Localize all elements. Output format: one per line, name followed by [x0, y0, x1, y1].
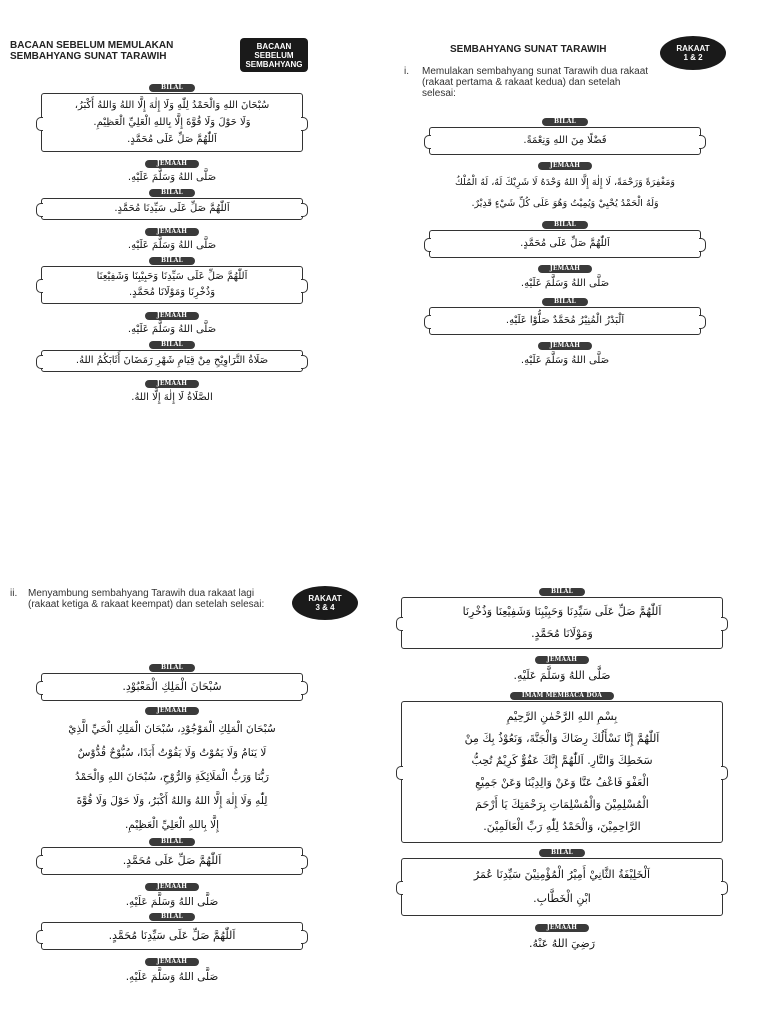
- instruction-number: i.: [404, 66, 409, 77]
- role-label-jemaah: JEMAAH: [145, 160, 199, 168]
- instruction-rakaat-3-4: [10, 588, 282, 632]
- role-label-jemaah: JEMAAH: [145, 312, 199, 320]
- text-frame-bilal: فَضْلًا مِنَ اللهِ وَنِعْمَةً.: [429, 127, 701, 155]
- role-label-jemaah: JEMAAH: [535, 924, 589, 932]
- role-label-bilal: BILAL: [542, 221, 588, 229]
- role-label-jemaah: JEMAAH: [145, 380, 199, 388]
- role-label-jemaah: JEMAAH: [538, 342, 592, 350]
- text-frame-bilal: اَللّٰهُمَّ صَلِّ عَلَى سَيِّدِنَا مُحَمَّدٍ.: [41, 922, 303, 950]
- role-label-bilal: BILAL: [149, 257, 195, 265]
- instruction-number: ii.: [10, 588, 18, 599]
- text-plain-jemaah: صَلَّى اللهُ وَسَلَّمَ عَلَيْهِ.: [520, 355, 610, 366]
- role-label-jemaah: JEMAAH: [538, 162, 592, 170]
- text-plain-jemaah: رَضِيَ اللهُ عَنْهُ.: [528, 937, 596, 950]
- role-label-jemaah: JEMAAH: [145, 958, 199, 966]
- text-frame-bilal: صَلَاةُ التَّرَاوِيْحِ مِنْ قِيَامِ شَهْرِ رَمَضَانَ أَثَابَكُمُ اللهُ.: [41, 350, 303, 372]
- role-label-jemaah: JEMAAH: [535, 656, 589, 664]
- column-closing-doa: [398, 588, 726, 954]
- page-title-pre-prayer: BACAAN SEBELUM MEMULAKAN SEMBAHYANG SUNAT TARAWIH: [10, 40, 174, 62]
- text-plain-jemaah: صَلَّى اللهُ وَسَلَّمَ عَلَيْهِ.: [125, 971, 219, 983]
- role-label-bilal: BILAL: [149, 913, 195, 921]
- role-label-bilal: BILAL: [539, 588, 585, 596]
- role-label-jemaah: JEMAAH: [538, 265, 592, 273]
- text-plain-jemaah: صَلَّى اللهُ وَسَلَّمَ عَلَيْهِ.: [125, 896, 219, 908]
- role-label-bilal: BILAL: [542, 298, 588, 306]
- role-label-bilal: BILAL: [149, 84, 195, 92]
- text-plain-jemaah: صَلَّى اللهُ وَسَلَّمَ عَلَيْهِ.: [127, 240, 217, 251]
- text-plain-jemaah: وَمَغْفِرَةً وَرَحْمَةً، لَا إِلٰهَ إِلَّا اللهُ وَحْدَهُ لَا شَرِيْكَ لَهُ، لَهُ الْمُلْكُ وَلَهُ الْحَمْدُ يُحْيِيْ وَيُمِيْتُ وَهُوَ عَلَى كُلِّ شَيْءٍ قَدِيْرٌ.: [455, 177, 675, 209]
- text-plain-jemaah: صَلَّى اللهُ وَسَلَّمَ عَلَيْهِ.: [520, 278, 610, 289]
- column-rakaat-3-4: [38, 664, 306, 986]
- role-label-jemaah: JEMAAH: [145, 228, 199, 236]
- text-frame-bilal: اَللّٰهُمَّ صَلِّ عَلَى سَيِّدِنَا وَحَبِيْبِنَا وَشَفِيْعِنَا وَذُخْرِنَا وَمَوْلَانَا مُحَمَّدٍ.: [401, 597, 723, 649]
- text-plain-jemaah: الصَّلَاةُ لَا إِلٰهَ إِلَّا اللهُ.: [131, 392, 213, 403]
- role-label-jemaah: JEMAAH: [145, 707, 199, 715]
- column-rakaat-1-2: [426, 118, 704, 370]
- badge-rakaat-1-2: RAKAAT 1 & 2: [660, 36, 726, 70]
- badge-rakaat-3-4: RAKAAT 3 & 4: [292, 586, 358, 620]
- text-frame-bilal: اَللّٰهُمَّ صَلِّ عَلَى مُحَمَّدٍ.: [429, 230, 701, 258]
- text-frame-bilal: اَللّٰهُمَّ صَلِّ عَلَى سَيِّدِنَا وَحَبِيْبِنَا وَشَفِيْعِنَا وَذُخْرِنَا وَمَوْلَانَا مُحَمَّدٍ.: [41, 266, 303, 304]
- text-frame-bilal: سُبْحَانَ الْمَلِكِ الْمَعْبُوْدِ.: [41, 673, 303, 701]
- role-label-imam-doa: IMAM MEMBACA DOA: [510, 692, 614, 700]
- page-title-rakaat-1-2: SEMBAHYANG SUNAT TARAWIH: [450, 44, 607, 55]
- text-frame-bilal: اَللّٰهُمَّ صَلِّ عَلَى مُحَمَّدٍ.: [41, 847, 303, 875]
- text-frame-bilal: اَللّٰهُمَّ صَلِّ عَلَى سَيِّدِنَا مُحَمَّدٍ.: [41, 198, 303, 220]
- text-plain-jemaah: سُبْحَانَ الْمَلِكِ الْمَوْجُوْدِ، سُبْحَانَ الْمَلِكِ الْحَيِّ الَّذِيْ لَا يَنَامُ وَلَا يَمُوْتُ وَلَا يَفُوْتُ أَبَدًا، سُبُّوْحٌ قُدُّوْسٌ رَبُّنَا وَرَبُّ الْمَلَائِكَةِ وَالرُّوْحِ، سُبْحَانَ اللهِ وَالْحَمْدُ لِلّٰهِ وَلَا إِلٰهَ إِلَّا اللهُ وَاللهُ أَكْبَرُ، وَلَا حَوْلَ وَلَا قُوَّةَ إِلَّا بِاللهِ الْعَلِيِّ الْعَظِيْمِ.: [68, 723, 276, 831]
- instruction-text: Memulakan sembahyang sunat Tarawih dua rakaat (rakaat pertama & rakaat kedua) dan setelah selesai:: [422, 66, 649, 99]
- role-label-bilal: BILAL: [542, 118, 588, 126]
- text-plain-jemaah: صَلَّى اللهُ وَسَلَّمَ عَلَيْهِ.: [127, 324, 217, 335]
- badge-pre-prayer: BACAAN SEBELUM SEMBAHYANG: [240, 38, 308, 72]
- instruction-rakaat-1-2: [404, 66, 654, 106]
- text-plain-jemaah: صَلَّى اللهُ وَسَلَّمَ عَلَيْهِ.: [513, 669, 611, 682]
- role-label-bilal: BILAL: [539, 849, 585, 857]
- text-frame-bilal: اَلْخَلِيْفَةُ الثَّانِيْ أَمِيْرُ الْمُؤْمِنِيْنَ سَيِّدِنَا عُمَرُ ابْنِ الْخَطَّابِ.: [401, 858, 723, 916]
- text-frame-bilal: اَلْبَدْرُ الْمُنِيْرُ مُحَمَّدٌ صَلُّوْا عَلَيْهِ.: [429, 307, 701, 335]
- instruction-text: Menyambung sembahyang Tarawih dua rakaat lagi (rakaat ketiga & rakaat keempat) dan setelah selesai:: [28, 588, 265, 610]
- role-label-bilal: BILAL: [149, 341, 195, 349]
- text-plain-jemaah: صَلَّى اللهُ وَسَلَّمَ عَلَيْهِ.: [127, 172, 217, 183]
- text-frame-imam-doa: بِسْمِ اللهِ الرَّحْمٰنِ الرَّحِيْمِ اَللّٰهُمَّ إِنَّا نَسْأَلُكَ رِضَاكَ وَالْجَنَّةَ، وَنَعُوْذُ بِكَ مِنْ سَخَطِكَ وَالنَّارِ. اَللّٰهُمَّ إِنَّكَ عَفُوٌّ كَرِيْمٌ تُحِبُّ الْعَفْوَ فَاعْفُ عَنَّا وَعَنْ وَالِدِيْنَا وَعَنْ جَمِيْعِ الْمُسْلِمِيْنَ وَالْمُسْلِمَاتِ بِرَحْمَتِكَ يَا أَرْحَمَ الرَّاحِمِيْنَ، وَالْحَمْدُ لِلّٰهِ رَبِّ الْعَالَمِيْنَ.: [401, 701, 723, 843]
- column-pre-prayer: [38, 84, 306, 406]
- role-label-jemaah: JEMAAH: [145, 883, 199, 891]
- text-frame-bilal: سُبْحَانَ اللهِ وَالْحَمْدُ لِلّٰهِ وَلَا إِلٰهَ إِلَّا اللهُ وَاللهُ أَكْبَرُ، وَلَا حَوْلَ وَلَا قُوَّةَ إِلَّا بِاللهِ الْعَلِيِّ الْعَظِيْمِ. اَللّٰهُمَّ صَلِّ عَلَى مُحَمَّدٍ.: [41, 93, 303, 152]
- role-label-bilal: BILAL: [149, 664, 195, 672]
- role-label-bilal: BILAL: [149, 838, 195, 846]
- role-label-bilal: BILAL: [149, 189, 195, 197]
